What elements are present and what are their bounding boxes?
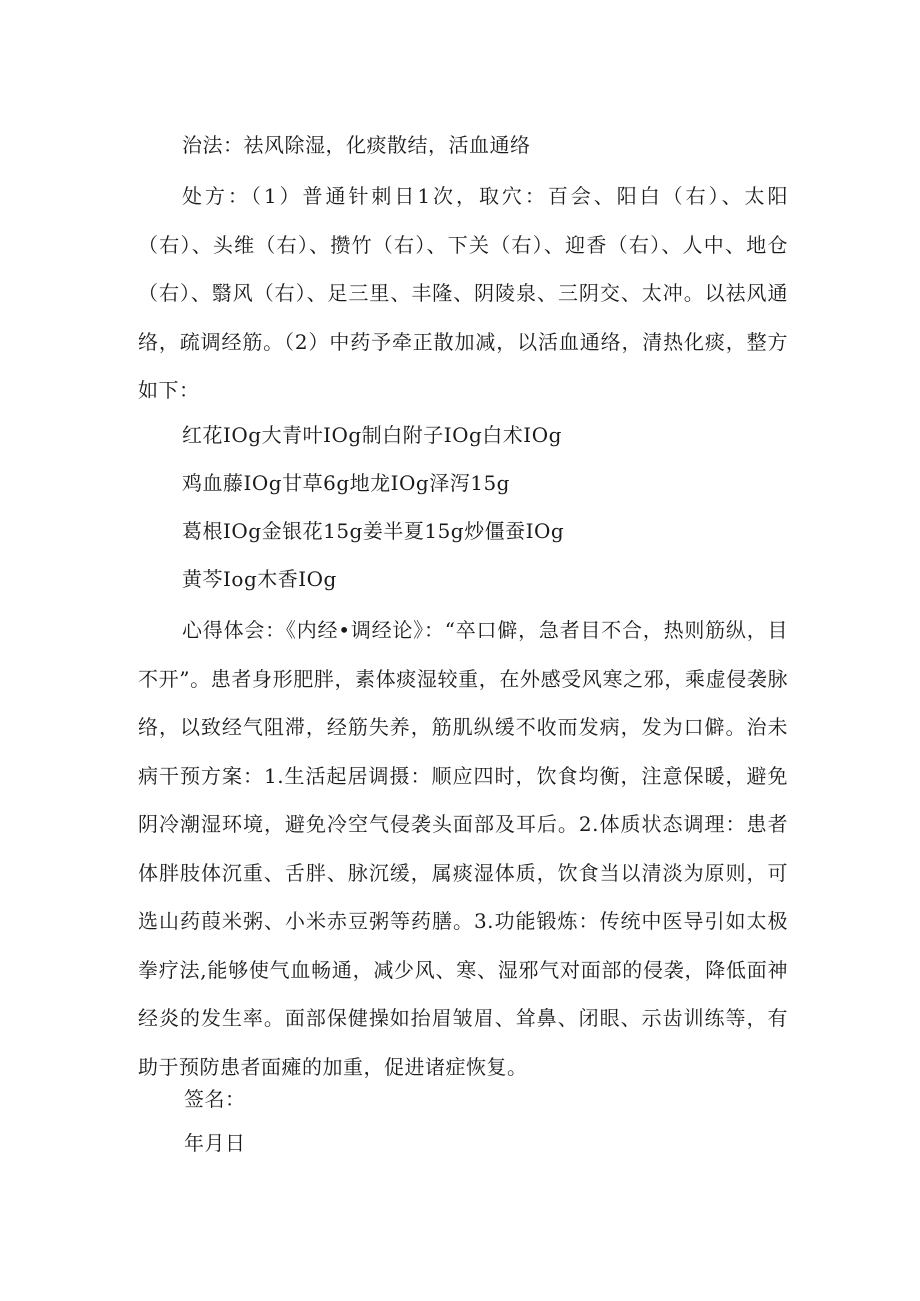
date-label: 年月日 [184,1131,246,1155]
herb-line-4: 黄芩Iog木香IOg [182,567,337,591]
treatment-method: 治法：祛风除湿，化痰散结，活血通络 [182,133,531,157]
prescription-paragraph: 处方：（1）普通针刺日1次，取穴：百会、阳白（右）、太阳（右）、头维（右）、攒竹（右）、下关（右）、迎香（右）、人中、地仓（右）、翳风（右）、足三里、丰隆、阴陵泉、三阴交、太冲。以祛风通络，疏调经筋。（2）中药予牵正散加减，以活血通络，清热化痰，整方如下： [138,184,788,402]
signature-label: 签名： [184,1087,246,1111]
herb-line-2: 鸡血藤IOg甘草6g地龙IOg泽泻15g [182,471,510,495]
herb-line-1: 红花IOg大青叶IOg制白附子IOg白术IOg [182,423,562,447]
herb-line-3: 葛根IOg金银花15g姜半夏15g炒僵蚕IOg [182,519,565,543]
reflection-paragraph: 心得体会：《内经•调经论》：“卒口僻，急者目不合，热则筋纵，目不开”。患者身形肥胖，素体痰湿较重，在外感受风寒之邪，乘虚侵袭脉络，以致经气阻滞，经筋失养，筋肌纵缓不收而发病，发为口僻。治未病干预方案：1.生活起居调摄：顺应四时，饮食均衡，注意保暖，避免阴冷潮湿环境，避免冷空气侵袭头面部及耳后。2.体质状态调理：患者体胖肢体沉重、舌胖、脉沉缓，属痰湿体质，饮食当以清淡为原则，可选山药葭米粥、小米赤豆粥等药膳。3.功能锻炼：传统中医导引如太极拳疗法,能够使气血畅通，减少风、寒、湿邪气对面部的侵袭，降低面神经炎的发生率。面部保健操如抬眉皱眉、耸鼻、闭眼、示齿训练等，有助于预防患者面瘫的加重，促进诸症恢复。 [138,618,788,1079]
